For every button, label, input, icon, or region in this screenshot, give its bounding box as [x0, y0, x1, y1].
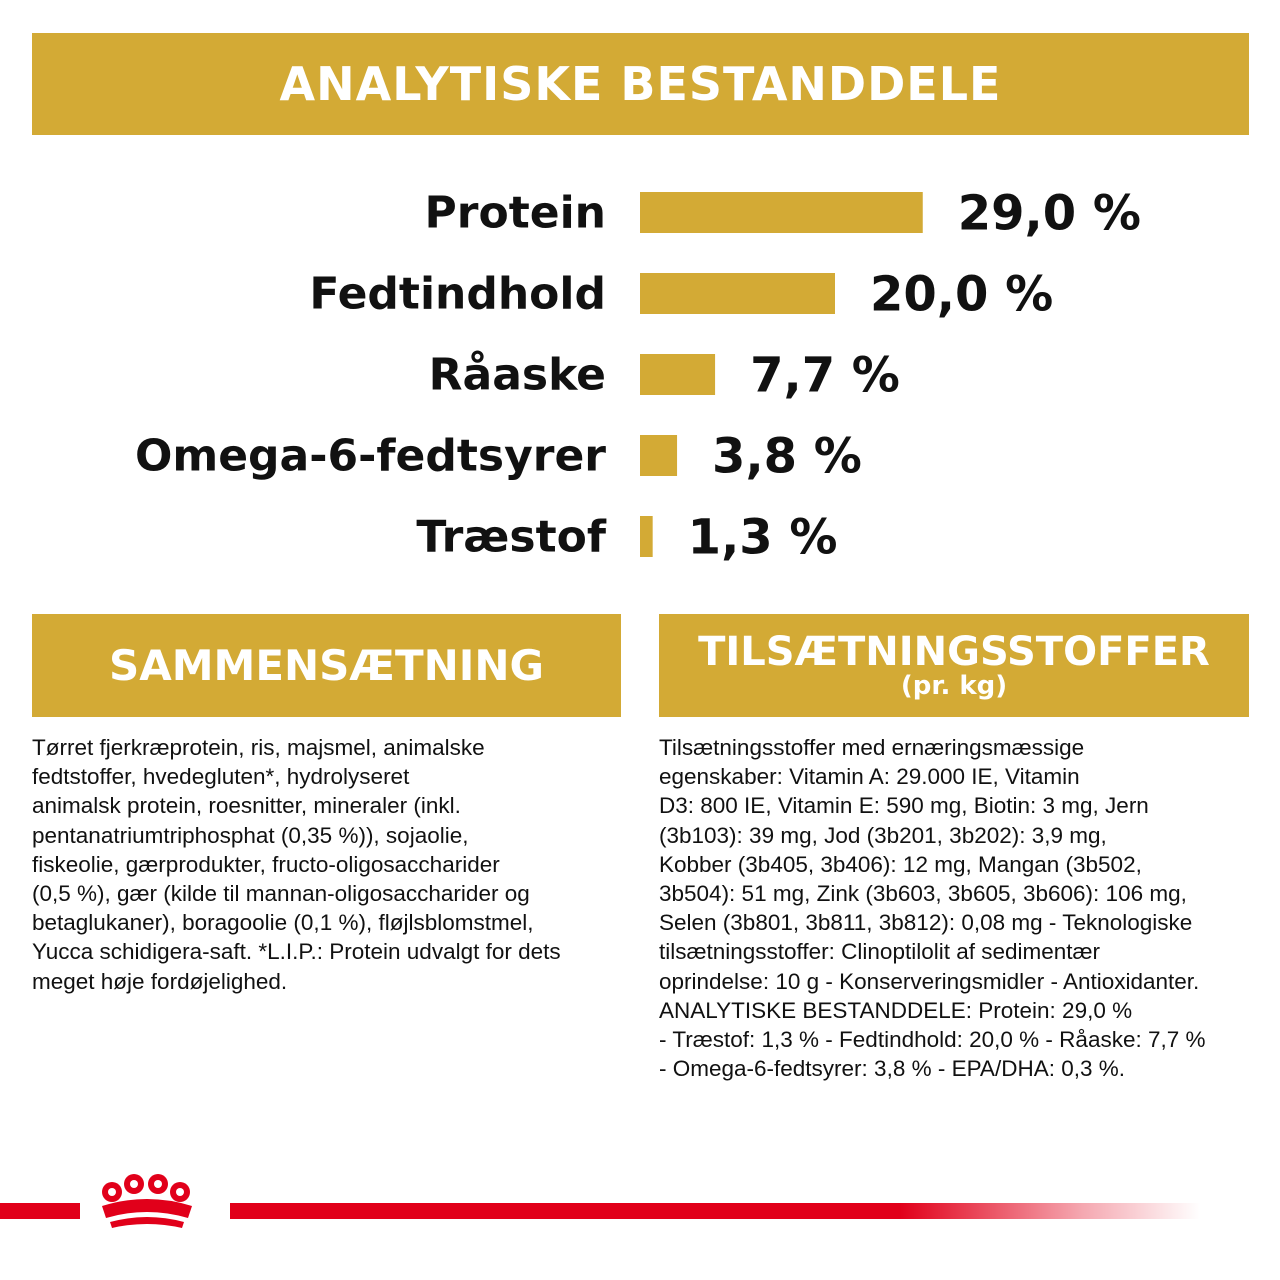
category-label: Træstof — [416, 511, 606, 563]
additives-title: TILSÆTNINGSSTOFFER — [698, 628, 1210, 675]
category-label: Omega-6-fedtsyrer — [134, 430, 606, 482]
additives-line: Tilsætningsstoffer med ernæringsmæssige — [659, 735, 1085, 760]
composition-line: Tørret fjerkræprotein, ris, majsmel, animalske — [32, 735, 485, 760]
composition-line: fiskeolie, gærprodukter, fructo-oligosaccharider — [32, 851, 500, 877]
composition-line: meget høje fordøjelighed. — [32, 968, 288, 994]
additives-line: 3b504): 51 mg, Zink (3b603, 3b605, 3b606): 106 mg, — [659, 881, 1187, 907]
additives-line: oprindelse: 10 g - Konserveringsmidler - Antioxidanter. — [659, 968, 1200, 994]
category-label: Råaske — [428, 349, 606, 401]
value-label: 29,0 % — [957, 185, 1141, 242]
value-label: 7,7 % — [750, 347, 900, 404]
additives-line: (3b103): 39 mg, Jod (3b201, 3b202): 3,9 mg, — [659, 822, 1107, 848]
additives-line: Kobber (3b405, 3b406): 12 mg, Mangan (3b502, — [659, 851, 1142, 877]
additives-text — [659, 733, 1259, 1083]
category-label: Fedtindhold — [309, 268, 606, 320]
analysis-title: ANALYTISKE BESTANDDELE — [279, 57, 1002, 111]
bar — [640, 354, 715, 395]
additives-line: D3: 800 IE, Vitamin E: 590 mg, Biotin: 3 mg, Jern — [659, 793, 1149, 819]
additives-line: ANALYTISKE BESTANDDELE: Protein: 29,0 % — [659, 997, 1133, 1023]
additives-line: Selen (3b801, 3b811, 3b812): 0,08 mg - Teknologiske — [659, 910, 1193, 936]
additives-line: - Træstof: 1,3 % - Fedtindhold: 20,0 % - Råaske: 7,7 % — [659, 1027, 1206, 1053]
composition-line: Yucca schidigera-saft. *L.I.P.: Protein udvalgt for dets — [32, 939, 561, 965]
analysis-bar-chart — [0, 165, 1280, 585]
composition-header-banner — [32, 614, 621, 717]
value-label: 3,8 % — [712, 428, 862, 485]
category-label: Protein — [424, 187, 606, 239]
composition-title: SAMMENSÆTNING — [108, 641, 545, 690]
bar — [640, 516, 653, 557]
additives-subtitle: (pr. kg) — [900, 670, 1008, 701]
additives-line: tilsætningsstoffer: Clinoptilolit af sedimentær — [659, 939, 1101, 965]
bar — [640, 273, 835, 314]
additives-header-banner — [659, 614, 1249, 717]
composition-line: (0,5 %), gær (kilde til mannan-oligosaccharider og — [32, 881, 530, 907]
bar — [640, 435, 677, 476]
additives-line: egenskaber: Vitamin A: 29.000 IE, Vitamin — [659, 764, 1080, 790]
bar — [640, 192, 923, 233]
royal-canin-crown-icon — [92, 1172, 202, 1236]
composition-line: fedtstoffer, hvedegluten*, hydrolyseret — [32, 764, 410, 790]
analysis-header-banner — [32, 33, 1249, 135]
additives-line: - Omega-6-fedtsyrer: 3,8 % - EPA/DHA: 0,3 %. — [659, 1056, 1125, 1082]
brand-logo — [80, 1170, 230, 1250]
value-label: 20,0 % — [870, 266, 1054, 323]
composition-line: pentanatriumtriphosphat (0,35 %)), sojaolie, — [32, 822, 469, 848]
value-label: 1,3 % — [687, 509, 838, 566]
composition-text — [32, 733, 622, 996]
composition-line: animalsk protein, roesnitter, mineraler (inkl. — [32, 793, 461, 819]
composition-line: betaglukaner), boragoolie (0,1 %), fløjlsblomstmel, — [32, 910, 534, 936]
